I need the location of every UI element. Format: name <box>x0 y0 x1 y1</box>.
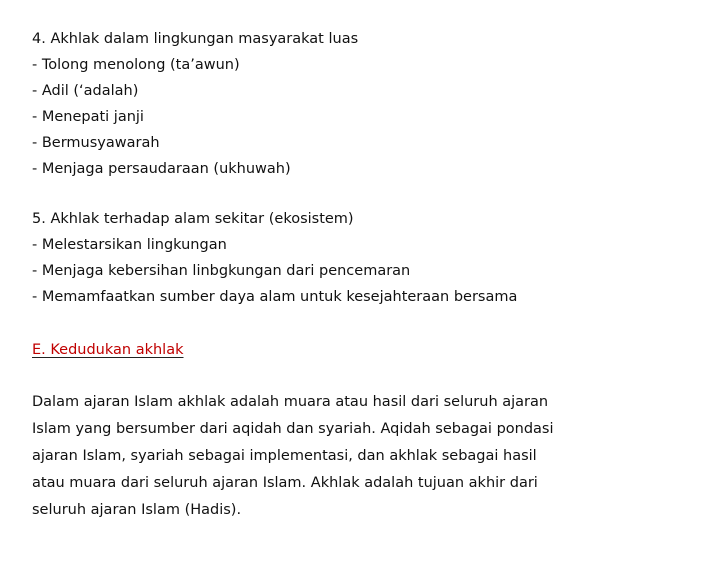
list-item: - Bermusyawarah <box>32 135 160 151</box>
section-4-list <box>32 26 692 182</box>
paragraph-line: atau muara dari seluruh ajaran Islam. Akhlak adalah tujuan akhir dari <box>32 475 538 491</box>
section-5-list <box>32 206 692 310</box>
list-item: - Tolong menolong (ta’awun) <box>32 57 240 73</box>
list-item: - Memamfaatkan sumber daya alam untuk kesejahteraan bersama <box>32 289 518 305</box>
paragraph-line: seluruh ajaran Islam (Hadis). <box>32 502 242 518</box>
list-item: - Melestarsikan lingkungan <box>32 237 227 253</box>
paragraph-line: ajaran Islam, syariah sebagai implementasi, dan akhlak sebagai hasil <box>32 448 537 464</box>
list-item: - Menjaga persaudaraan (ukhuwah) <box>32 161 291 177</box>
section-e-paragraph <box>32 389 632 524</box>
paragraph-line: Dalam ajaran Islam akhlak adalah muara atau hasil dari seluruh ajaran <box>32 394 549 410</box>
list-item: - Menjaga kebersihan linbgkungan dari pencemaran <box>32 263 411 279</box>
list-item: - Adil (‘adalah) <box>32 83 139 99</box>
section-4-title: 4. Akhlak dalam lingkungan masyarakat luas <box>32 31 359 47</box>
section-5-title: 5. Akhlak terhadap alam sekitar (ekosistem) <box>32 211 354 227</box>
list-item: - Menepati janji <box>32 109 144 125</box>
section-e-heading: E. Kedudukan akhlak <box>32 342 184 358</box>
paragraph-line: Islam yang bersumber dari aqidah dan syariah. Aqidah sebagai pondasi <box>32 421 554 437</box>
